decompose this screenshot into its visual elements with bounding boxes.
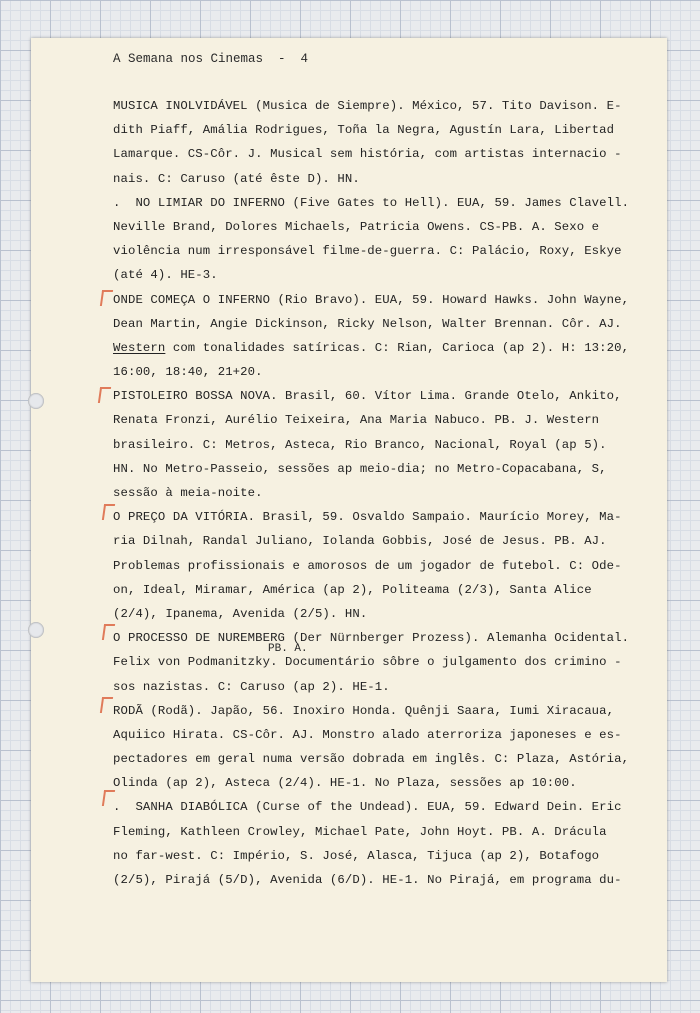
entry-line: dith Piaff, Amália Rodrigues, Toña la Negra, Agustín Lara, Libertad	[113, 123, 615, 138]
entry-line: no far-west. C: Império, S. José, Alasca, Tijuca (ap 2), Botafogo	[113, 848, 600, 863]
entry-line: 16:00, 18:40, 21+20.	[113, 365, 263, 380]
entry-line: sos nazistas. C: Caruso (ap 2). HE-1.	[113, 679, 390, 694]
entry-line: Lamarque. CS-Côr. J. Musical sem história, com artistas internacio -	[113, 147, 622, 162]
red-margin-mark	[100, 697, 113, 713]
entry-line: . NO LIMIAR DO INFERNO (Five Gates to Hell). EUA, 59. James Clavell.	[113, 195, 630, 210]
underlined-word: Western	[113, 340, 166, 355]
red-margin-mark	[98, 387, 111, 403]
entry-line: Fleming, Kathleen Crowley, Michael Pate, John Hoyt. PB. A. Drácula	[113, 824, 607, 839]
entry-line: sessão à meia-noite.	[113, 486, 263, 500]
entry-line: (até 4). HE-3.	[113, 268, 218, 283]
listing-text	[113, 94, 633, 892]
entry-line: (2/4), Ipanema, Avenida (2/5). HN.	[113, 606, 368, 621]
entry-line: ria Dilnah, Randal Juliano, Iolanda Gobbis, José de Jesus. PB. AJ.	[113, 534, 607, 549]
entry-line: (2/5), Pirajá (5/D), Avenida (6/D). HE-1. No Pirajá, em programa du-	[113, 873, 622, 887]
entry-line: on, Ideal, Miramar, América (ap 2), Politeama (2/3), Santa Alice	[113, 582, 592, 597]
punch-hole	[28, 393, 44, 409]
page-header: A Semana nos Cinemas - 4	[113, 52, 309, 66]
entry-line: HN. No Metro-Passeio, sessões ap meio-dia; no Metro-Copacabana, S,	[113, 461, 607, 476]
entry-line: PISTOLEIRO BOSSA NOVA. Brasil, 60. Vítor Lima. Grande Otelo, Ankito,	[113, 389, 622, 404]
punch-hole	[28, 622, 44, 638]
entry-line-underlined: Western com tonalidades satíricas. C: Rian, Carioca (ap 2). H: 13:20,	[113, 340, 630, 355]
entry-line: violência num irresponsável filme-de-guerra. C: Palácio, Roxy, Eskye	[113, 244, 622, 259]
entry-line: Olinda (ap 2), Asteca (2/4). HE-1. No Plaza, sessões ap 10:00.	[113, 776, 577, 791]
red-margin-mark	[100, 290, 113, 306]
entry-line: brasileiro. C: Metros, Asteca, Rio Branco, Nacional, Royal (ap 5).	[113, 437, 607, 452]
entry-line: pectadores em geral numa versão dobrada em inglês. C: Plaza, Astória,	[113, 752, 630, 767]
entry-line: O PROCESSO DE NUREMBERG (Der Nürnberger Prozess). Alemanha Ocidental.	[113, 631, 630, 646]
entry-line: . SANHA DIABÓLICA (Curse of the Undead). EUA, 59. Edward Dein. Eric	[113, 800, 622, 815]
entry-line: Dean Martin, Angie Dickinson, Ricky Nelson, Walter Brennan. Côr. AJ.	[113, 316, 622, 331]
entry-line: Neville Brand, Dolores Michaels, Patricia Owens. CS-PB. A. Sexo e	[113, 219, 600, 234]
entry-line: O PREÇO DA VITÓRIA. Brasil, 59. Osvaldo Sampaio. Maurício Morey, Ma-	[113, 510, 622, 525]
entry-line: MUSICA INOLVIDÁVEL (Musica de Siempre). México, 57. Tito Davison. E-	[113, 99, 622, 113]
entry-line: ONDE COMEÇA O INFERNO (Rio Bravo). EUA, 59. Howard Hawks. John Wayne,	[113, 292, 630, 307]
entry-line: nais. C: Caruso (até êste D). HN.	[113, 171, 360, 186]
interlinear-insert: PB. A.	[268, 643, 308, 655]
entry-line: Problemas profissionais e amorosos de um jogador de futebol. C: Ode-	[113, 558, 622, 573]
entry-line: RODÃ (Rodã). Japão, 56. Inoxiro Honda. Quênji Saara, Iumi Xiracaua,	[113, 703, 615, 718]
typed-page	[31, 38, 667, 982]
entry-line: Felix von Podmanitzky. Documentário sôbre o julgamento dos crimino -	[113, 655, 622, 670]
entry-line: Renata Fronzi, Aurélio Teixeira, Ana Maria Nabuco. PB. J. Western	[113, 413, 600, 428]
entry-line: Aquiico Hirata. CS-Côr. AJ. Monstro alado aterroriza japoneses e es-	[113, 727, 622, 742]
